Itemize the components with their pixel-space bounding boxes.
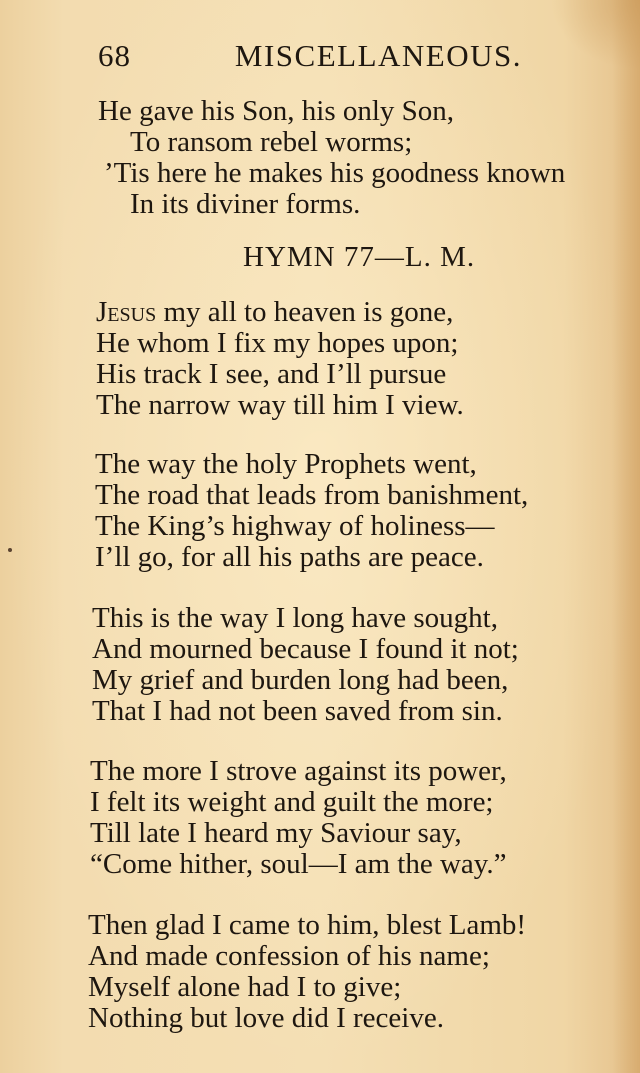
running-head: MISCELLANEOUS. [234,38,522,73]
ink-speck [8,548,12,552]
verse-line: In its diviner forms. [130,188,361,220]
verse-line: The King’s highway of holiness— [95,510,495,542]
verse-line: This is the way I long have sought, [92,602,498,634]
verse-line: And mourned because I found it not; [92,633,519,665]
verse-line: Till late I heard my Saviour say, [90,817,462,849]
verse-line: The narrow way till him I view. [96,389,464,421]
verse-line: That I had not been saved from sin. [92,695,503,727]
hymn-title: HYMN 77—L. M. [243,241,476,273]
verse-line: To ransom rebel worms; [130,126,413,158]
verse-line: His track I see, and I’ll pursue [96,358,447,390]
verse-line: I’ll go, for all his paths are peace. [95,541,484,573]
verse-line: My grief and burden long had been, [92,664,509,696]
verse-line-rest: my all to heaven is gone, [156,296,454,328]
page-number: 68 [98,38,131,73]
verse-line: Myself alone had I to give; [88,971,402,1003]
verse-line: The way the holy Prophets went, [95,448,477,480]
verse-line: The more I strove against its power, [90,755,507,787]
verse-line: He whom I fix my hopes upon; [96,327,459,359]
verse-line: Nothing but love did I receive. [88,1002,444,1034]
verse-line: I felt its weight and guilt the more; [90,786,494,818]
hymn-first-word: Jesus [96,296,157,328]
verse-line: And made confession of his name; [88,940,490,972]
verse-line: ’Tis here he makes his goodness known [104,157,566,189]
verse-line [96,297,453,328]
page-header [98,38,522,78]
verse-line: He gave his Son, his only Son, [98,95,455,127]
page-edge-stain [612,0,640,1073]
verse-line: The road that leads from banishment, [95,479,529,511]
verse-line: “Come hither, soul—I am the way.” [90,848,507,880]
page-corner-stain [550,0,640,70]
verse-line: Then glad I came to him, blest Lamb! [88,909,527,941]
